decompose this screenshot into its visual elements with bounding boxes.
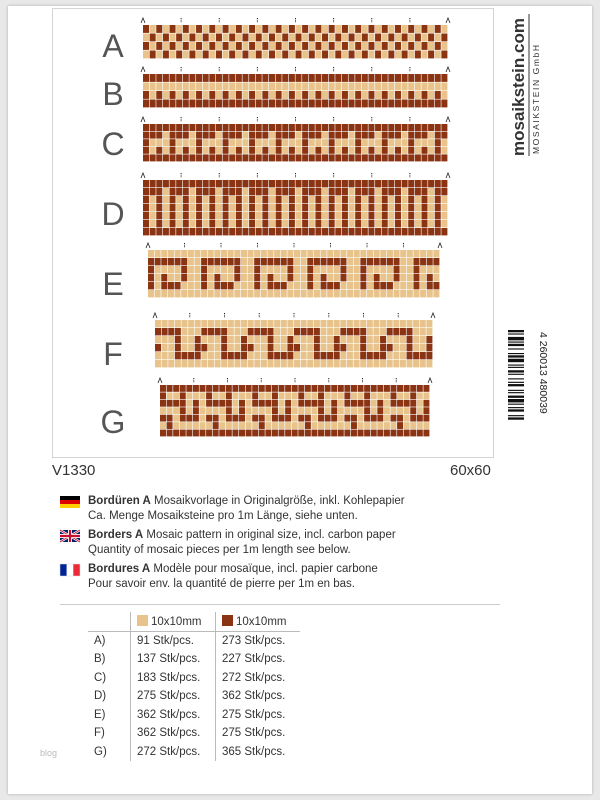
cell-label: C) <box>94 671 107 684</box>
border-pattern-d <box>139 172 452 244</box>
border-pattern-e <box>144 242 444 306</box>
cell-light: 362 Stk/pcs. <box>131 706 216 725</box>
separator-line <box>60 604 500 605</box>
lang-fr-line1: Modèle pour mosaïque, incl. papier carbone <box>153 563 378 575</box>
row-letter-c: C <box>101 126 125 162</box>
light-swatch-icon <box>137 615 148 626</box>
quantity-table <box>88 612 300 761</box>
header-dark: 10x10mm <box>236 615 287 628</box>
table-row <box>88 706 300 725</box>
border-pattern-a <box>139 17 452 67</box>
lang-fr <box>60 562 500 592</box>
cell-dark: 365 Stk/pcs. <box>216 743 301 762</box>
lang-de <box>60 494 500 524</box>
table-row <box>88 724 300 743</box>
cell-dark: 275 Stk/pcs. <box>216 706 301 725</box>
lang-en-line2: Quantity of mosaic pieces per 1m length see below. <box>88 544 351 556</box>
watermark: blog <box>40 748 58 758</box>
product-code: V1330 <box>52 462 96 479</box>
cell-dark: 272 Stk/pcs. <box>216 669 301 688</box>
barcode <box>508 328 549 456</box>
row-letter-b: B <box>102 76 124 112</box>
table-row <box>88 687 300 706</box>
dark-swatch-icon <box>222 615 233 626</box>
table-row <box>88 650 300 669</box>
barcode-digits: 4 260013 480039 <box>537 332 549 414</box>
uk-flag-icon <box>60 530 80 542</box>
cell-dark: 227 Stk/pcs. <box>216 650 301 669</box>
tile-size: 60x60 <box>450 462 491 479</box>
language-descriptions <box>60 494 500 596</box>
lang-de-title: Bordüren A <box>88 495 151 507</box>
border-pattern-b <box>139 66 452 116</box>
cell-light: 362 Stk/pcs. <box>131 724 216 743</box>
cell-label: F) <box>94 727 105 740</box>
brand-logo <box>504 14 544 156</box>
header-light: 10x10mm <box>151 615 202 628</box>
table-row <box>88 669 300 688</box>
table-row <box>88 631 300 650</box>
cell-light: 137 Stk/pcs. <box>131 650 216 669</box>
lang-fr-title: Bordures A <box>88 563 151 575</box>
lang-fr-line2: Pour savoir env. la quantité de pierre per 1m en bas. <box>88 578 355 590</box>
row-letter-g: G <box>100 404 126 440</box>
cell-dark: 362 Stk/pcs. <box>216 687 301 706</box>
row-letter-f: F <box>103 336 123 372</box>
cell-light: 183 Stk/pcs. <box>131 669 216 688</box>
brand-sub: MOSAIKSTEIN GmbH <box>531 43 541 154</box>
table-header <box>88 612 300 631</box>
lang-en <box>60 528 500 558</box>
table-row <box>88 743 300 762</box>
cell-label: G) <box>94 745 107 758</box>
cell-light: 275 Stk/pcs. <box>131 687 216 706</box>
row-letter-e: E <box>102 266 124 302</box>
brand-name: mosaikstein.com <box>509 18 528 156</box>
lang-en-line1: Mosaic pattern in original size, incl. carbon paper <box>146 529 396 541</box>
lang-de-line1: Mosaikvorlage in Originalgröße, inkl. Kohlepapier <box>154 495 405 507</box>
lang-en-title: Borders A <box>88 529 144 541</box>
cell-label: D) <box>94 690 107 703</box>
cell-light: 91 Stk/pcs. <box>131 631 216 650</box>
cell-label: B) <box>94 653 106 666</box>
cell-dark: 275 Stk/pcs. <box>216 724 301 743</box>
fr-flag-icon <box>60 564 80 576</box>
de-flag-icon <box>60 496 80 508</box>
row-letter-d: D <box>101 196 125 232</box>
border-pattern-f <box>151 312 437 376</box>
cell-label: A) <box>94 634 106 647</box>
border-pattern-g <box>156 377 434 445</box>
cell-light: 272 Stk/pcs. <box>131 743 216 762</box>
cell-label: E) <box>94 708 106 721</box>
lang-de-line2: Ca. Menge Mosaiksteine pro 1m Länge, siehe unten. <box>88 510 358 522</box>
border-pattern-c <box>139 116 452 170</box>
row-letter-a: A <box>102 28 124 64</box>
cell-dark: 273 Stk/pcs. <box>216 631 301 650</box>
